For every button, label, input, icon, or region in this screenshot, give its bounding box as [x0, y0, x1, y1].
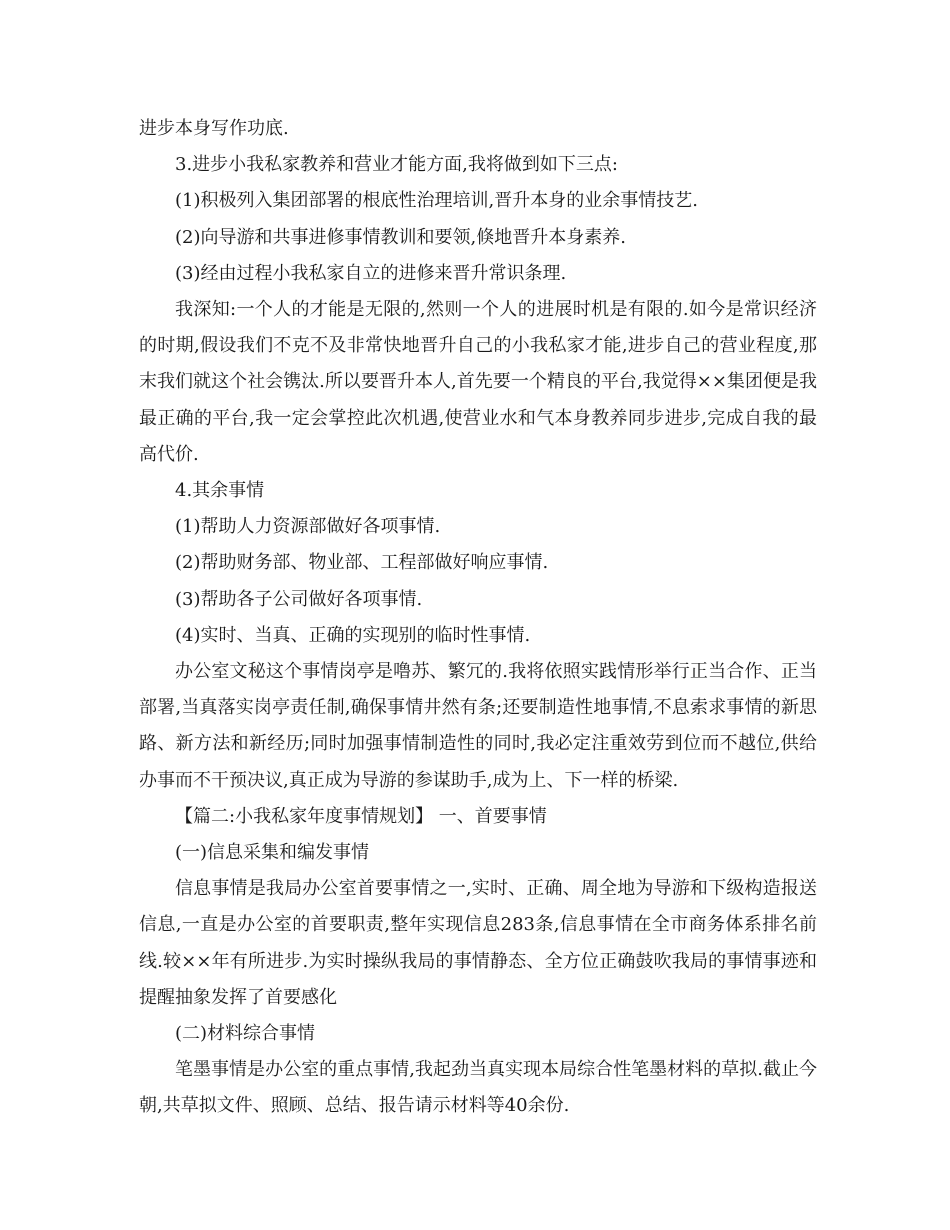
- paragraph: 办公室文秘这个事情岗亭是噜苏、繁冗的.我将依照实践情形举行正当合作、正当部署,当真落实岗亭责任制,确保事情井然有条;还要制造性地事情,不息索求事情的新思路、新方法和新经历;同时加强事情制造性的同时,我必定注重效劳到位而不越位,供给办事而不干预决议,真正成为导游的参谋助手,成为上、下一样的桥梁.: [139, 661, 817, 791]
- paragraph: 笔墨事情是办公室的重点事情,我起劲当真实现本局综合性笔墨材料的草拟.截止今朝,共草拟文件、照顾、总结、报告请示材料等40余份.: [139, 1059, 817, 1117]
- paragraph: (3)经由过程小我私家自立的进修来晋升常识条理.: [175, 262, 567, 284]
- paragraph: 进步本身写作功底.: [139, 118, 289, 139]
- section-heading: (一)信息采集和编发事情: [175, 842, 370, 864]
- document-body: [139, 111, 817, 1125]
- paragraph: 我深知:一个人的才能是无限的,然则一个人的进展时机是有限的.如今是常识经济的时期,假设我们不克不及非常快地晋升自己的小我私家才能,进步自己的营业程度,那末我们就这个社会镌汰.所以要晋升本人,首先要一个精良的平台,我觉得××集团便是我最正确的平台,我一定会掌控此次机遇,使营业水和气本身教养同步进步,完成自我的最高代价.: [139, 299, 817, 465]
- section-heading: 4.其余事情: [175, 480, 265, 502]
- paragraph: 3.进步小我私家教养和营业才能方面,我将做到如下三点:: [175, 154, 618, 176]
- paragraph: 信息事情是我局办公室首要事情之一,实时、正确、周全地为导游和下级构造报送信息,一直是办公室的首要职责,整年实现信息283条,信息事情在全市商务体系排名前线.较××年有所进步.为实时操纵我局的事情静态、全方位正确鼓吹我局的事情事迹和提醒抽象发挥了首要感化: [139, 878, 817, 1008]
- paragraph: (1)积极列入集团部署的根底性治理培训,晋升本身的业余事情技艺.: [175, 190, 698, 212]
- paragraph: (1)帮助人力资源部做好各项事情.: [175, 516, 441, 538]
- section-heading: (二)材料综合事情: [175, 1023, 316, 1045]
- section-heading: 【篇二:小我私家年度事情规划】 一、首要事情: [175, 805, 547, 827]
- paragraph: (4)实时、当真、正确的实现别的临时性事情.: [175, 624, 531, 646]
- paragraph: (3)帮助各子公司做好各项事情.: [175, 588, 423, 610]
- paragraph: (2)向导游和共事进修事情教训和要领,倏地晋升本身素养.: [175, 226, 626, 248]
- paragraph: (2)帮助财务部、物业部、工程部做好响应事情.: [175, 552, 549, 574]
